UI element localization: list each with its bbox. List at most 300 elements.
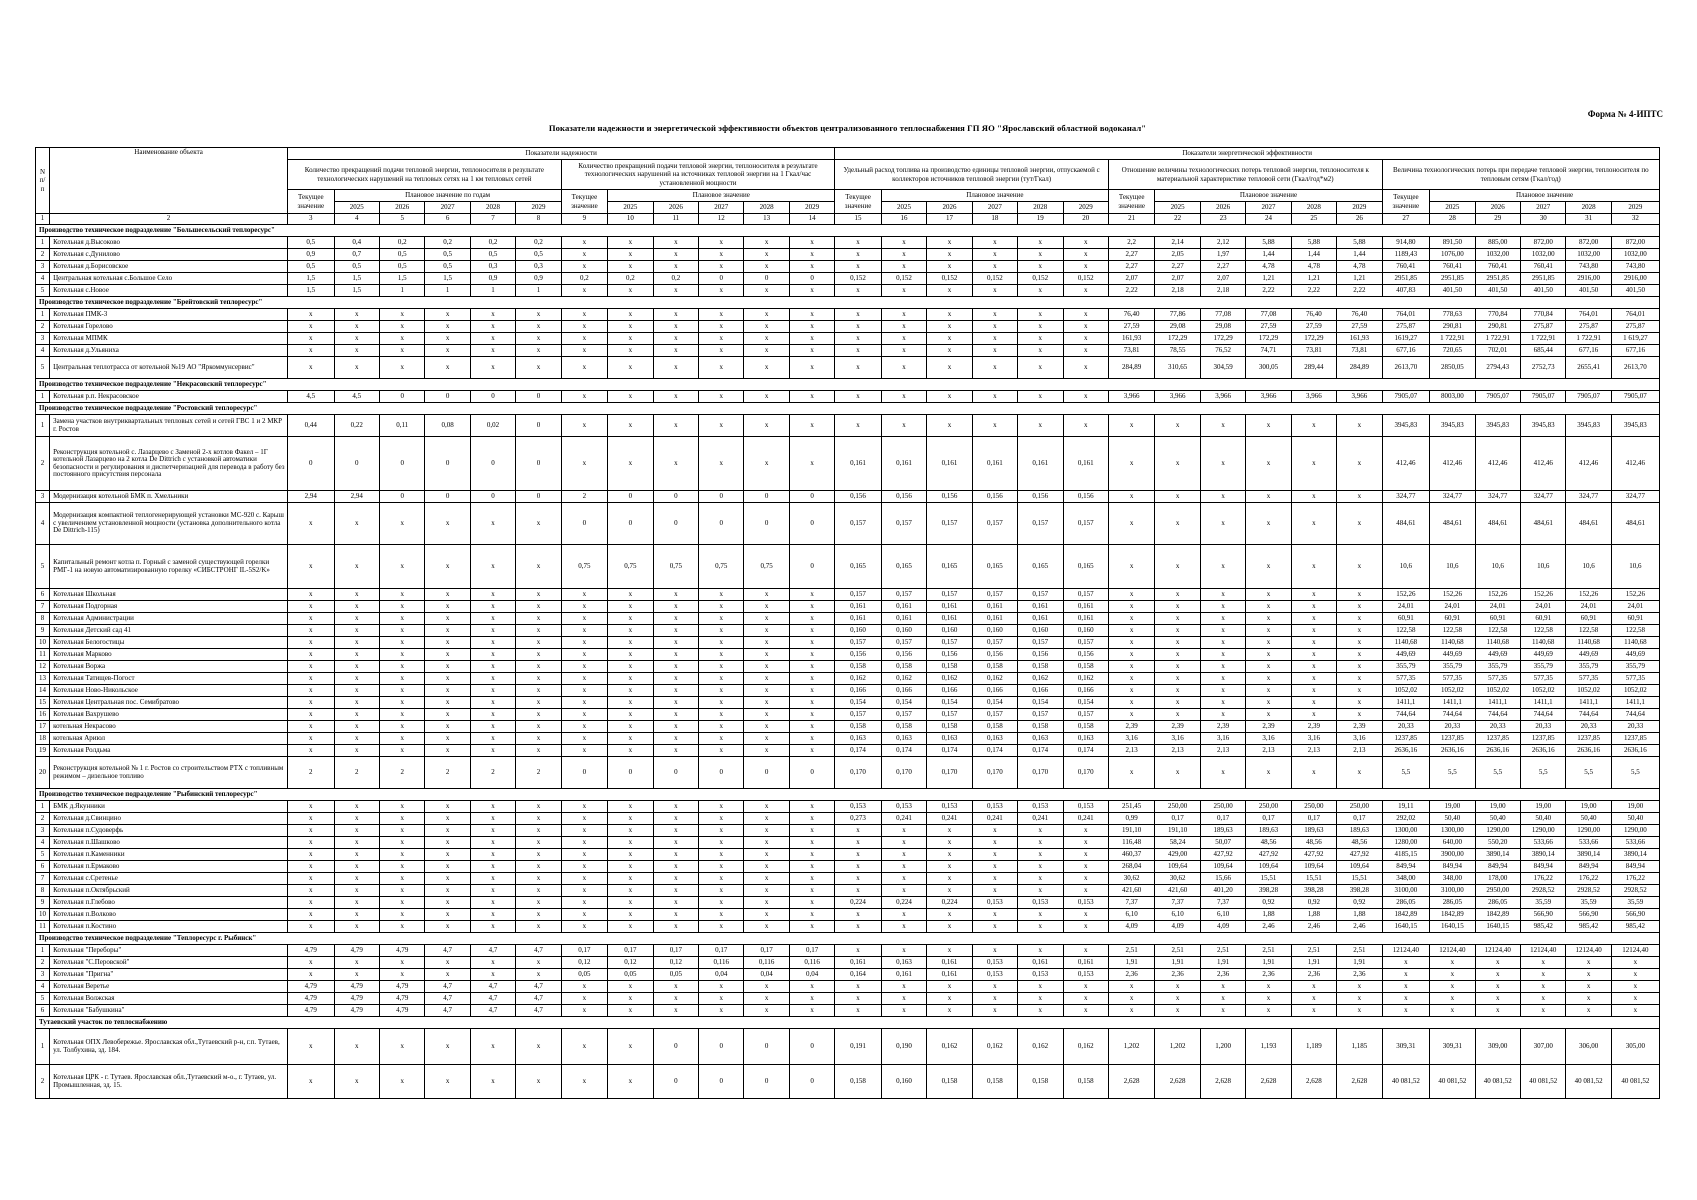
value-cell: 10,6 bbox=[1520, 545, 1565, 589]
table-row bbox=[36, 333, 1660, 345]
value-cell: x bbox=[744, 733, 789, 745]
value-cell: 2,13 bbox=[1291, 745, 1336, 757]
value-cell: x bbox=[881, 357, 926, 379]
value-cell: 29,08 bbox=[1155, 321, 1200, 333]
value-cell: 60,91 bbox=[1520, 613, 1565, 625]
value-cell: x bbox=[425, 897, 470, 909]
value-cell: 50,40 bbox=[1475, 813, 1520, 825]
value-cell: 250,00 bbox=[1200, 801, 1245, 813]
value-cell: x bbox=[835, 909, 882, 921]
value-cell: x bbox=[1291, 673, 1336, 685]
header-year: 2025 bbox=[334, 202, 379, 214]
value-cell: x bbox=[1337, 415, 1382, 437]
value-cell: 152,26 bbox=[1430, 589, 1475, 601]
section-title: Производство техническое подразделение "Теплоресурс г. Рыбинск" bbox=[36, 933, 1660, 945]
header-group-5: Величина технологических потерь при передаче тепловой энергии, теплоносителя по тепловым сетям (Гкал/год) bbox=[1382, 160, 1659, 190]
header-efficiency: Показатели энергетической эффективности bbox=[835, 148, 1660, 160]
value-cell: x bbox=[1291, 437, 1336, 491]
value-cell: x bbox=[835, 249, 882, 261]
value-cell: 0,161 bbox=[881, 437, 926, 491]
value-cell: x bbox=[789, 261, 834, 273]
row-number: 10 bbox=[36, 909, 50, 921]
value-cell: x bbox=[1018, 237, 1063, 249]
value-cell: 0,156 bbox=[1063, 649, 1108, 661]
table-row bbox=[36, 545, 1660, 589]
value-cell: x bbox=[516, 625, 561, 637]
value-cell: x bbox=[744, 673, 789, 685]
column-number: 1 bbox=[36, 214, 50, 225]
value-cell: 1052,02 bbox=[1566, 685, 1611, 697]
value-cell: 2928,52 bbox=[1520, 885, 1565, 897]
value-cell: 77,08 bbox=[1200, 309, 1245, 321]
value-cell: 2,36 bbox=[1108, 969, 1155, 981]
value-cell: 152,26 bbox=[1382, 589, 1430, 601]
value-cell: 0 bbox=[470, 437, 515, 491]
value-cell: x bbox=[1063, 309, 1108, 321]
value-cell: 0,158 bbox=[835, 661, 882, 673]
value-cell: 0,154 bbox=[881, 697, 926, 709]
value-cell: x bbox=[1108, 757, 1155, 789]
value-cell: 1411,1 bbox=[1430, 697, 1475, 709]
value-cell: 0,161 bbox=[1018, 601, 1063, 613]
value-cell: x bbox=[1063, 981, 1108, 993]
value-cell: 764,01 bbox=[1611, 309, 1659, 321]
table-row bbox=[36, 721, 1660, 733]
value-cell: x bbox=[470, 545, 515, 589]
value-cell: x bbox=[835, 333, 882, 345]
value-cell: 50,40 bbox=[1566, 813, 1611, 825]
value-cell: 0,154 bbox=[1018, 697, 1063, 709]
value-cell: 0 bbox=[379, 437, 424, 491]
value-cell: x bbox=[334, 897, 379, 909]
value-cell: x bbox=[1291, 697, 1336, 709]
value-cell: x bbox=[789, 333, 834, 345]
value-cell: x bbox=[744, 885, 789, 897]
value-cell: 1,189 bbox=[1291, 1029, 1336, 1065]
value-cell: x bbox=[470, 601, 515, 613]
value-cell: x bbox=[699, 697, 744, 709]
value-cell: 2,12 bbox=[1200, 237, 1245, 249]
value-cell: 0,157 bbox=[1063, 589, 1108, 601]
value-cell: x bbox=[744, 345, 789, 357]
table-row bbox=[36, 813, 1660, 825]
value-cell: 2951,85 bbox=[1520, 273, 1565, 285]
value-cell: x bbox=[379, 849, 424, 861]
value-cell: x bbox=[744, 801, 789, 813]
value-cell: x bbox=[1018, 285, 1063, 297]
column-number: 17 bbox=[927, 214, 972, 225]
header-current-value: Текущее значение bbox=[288, 190, 335, 214]
value-cell: x bbox=[835, 345, 882, 357]
object-name: БМК д.Якунники bbox=[50, 801, 288, 813]
value-cell: 1,202 bbox=[1108, 1029, 1155, 1065]
value-cell: x bbox=[470, 721, 515, 733]
column-number: 10 bbox=[608, 214, 653, 225]
value-cell: x bbox=[1018, 861, 1063, 873]
value-cell: 4,79 bbox=[379, 945, 424, 957]
value-cell: x bbox=[699, 1005, 744, 1017]
value-cell: 2,51 bbox=[1246, 945, 1291, 957]
value-cell: x bbox=[288, 589, 335, 601]
value-cell: 0,191 bbox=[835, 1029, 882, 1065]
value-cell: 0,157 bbox=[1063, 637, 1108, 649]
value-cell: 0,5 bbox=[516, 249, 561, 261]
object-name: Котельная п.Волково bbox=[50, 909, 288, 921]
value-cell: 19,00 bbox=[1475, 801, 1520, 813]
value-cell: x bbox=[881, 981, 926, 993]
value-cell: 0,116 bbox=[744, 957, 789, 969]
value-cell: 872,00 bbox=[1611, 237, 1659, 249]
value-cell: 2,46 bbox=[1291, 921, 1336, 933]
value-cell: 0,190 bbox=[881, 1029, 926, 1065]
value-cell: 161,93 bbox=[1108, 333, 1155, 345]
value-cell: 0,17 bbox=[1337, 813, 1382, 825]
value-cell: x bbox=[653, 873, 698, 885]
value-cell: x bbox=[1337, 993, 1382, 1005]
value-cell: x bbox=[425, 921, 470, 933]
value-cell: x bbox=[927, 321, 972, 333]
table-row bbox=[36, 861, 1660, 873]
value-cell: 0,153 bbox=[1063, 897, 1108, 909]
value-cell: x bbox=[699, 733, 744, 745]
value-cell: 250,00 bbox=[1337, 801, 1382, 813]
value-cell: 2,39 bbox=[1200, 721, 1245, 733]
value-cell: x bbox=[1475, 993, 1520, 1005]
value-cell: x bbox=[608, 897, 653, 909]
value-cell: 398,28 bbox=[1337, 885, 1382, 897]
value-cell: 0,241 bbox=[881, 813, 926, 825]
value-cell: 401,50 bbox=[1430, 285, 1475, 297]
object-name: Котельная д.Высоково bbox=[50, 237, 288, 249]
value-cell: 849,94 bbox=[1566, 861, 1611, 873]
value-cell: 0,153 bbox=[1018, 897, 1063, 909]
value-cell: 2794,43 bbox=[1475, 357, 1520, 379]
value-cell: x bbox=[334, 745, 379, 757]
value-cell: 4,7 bbox=[516, 1005, 561, 1017]
value-cell: 0,153 bbox=[972, 801, 1017, 813]
table-row bbox=[36, 1029, 1660, 1065]
value-cell: 0,154 bbox=[835, 697, 882, 709]
value-cell: x bbox=[927, 873, 972, 885]
value-cell: x bbox=[1246, 673, 1291, 685]
value-cell: 0,5 bbox=[288, 237, 335, 249]
value-cell: 24,01 bbox=[1382, 601, 1430, 613]
value-cell: 407,83 bbox=[1382, 285, 1430, 297]
value-cell: 4,7 bbox=[470, 1005, 515, 1017]
value-cell: 0,5 bbox=[425, 249, 470, 261]
value-cell: x bbox=[1155, 625, 1200, 637]
object-name: Котельная Веретье bbox=[50, 981, 288, 993]
value-cell: x bbox=[425, 673, 470, 685]
value-cell: x bbox=[288, 733, 335, 745]
value-cell: x bbox=[334, 345, 379, 357]
value-cell: 0,157 bbox=[835, 503, 882, 545]
value-cell: x bbox=[653, 391, 698, 403]
value-cell: 1,185 bbox=[1337, 1029, 1382, 1065]
value-cell: 30,62 bbox=[1155, 873, 1200, 885]
value-cell: x bbox=[699, 801, 744, 813]
value-cell: 0,152 bbox=[835, 273, 882, 285]
value-cell: 2,07 bbox=[1108, 273, 1155, 285]
value-cell: x bbox=[699, 333, 744, 345]
value-cell: x bbox=[653, 909, 698, 921]
table-row bbox=[36, 415, 1660, 437]
value-cell: x bbox=[334, 957, 379, 969]
table-row bbox=[36, 837, 1660, 849]
value-cell: x bbox=[1382, 993, 1430, 1005]
value-cell: 760,41 bbox=[1382, 261, 1430, 273]
value-cell: x bbox=[653, 813, 698, 825]
value-cell: 0,92 bbox=[1291, 897, 1336, 909]
value-cell: 0 bbox=[516, 415, 561, 437]
value-cell: 0,156 bbox=[927, 491, 972, 503]
value-cell: x bbox=[334, 333, 379, 345]
value-cell: x bbox=[379, 813, 424, 825]
value-cell: x bbox=[470, 825, 515, 837]
value-cell: x bbox=[379, 825, 424, 837]
value-cell: 286,05 bbox=[1382, 897, 1430, 909]
value-cell: 0,162 bbox=[881, 673, 926, 685]
value-cell: x bbox=[744, 437, 789, 491]
column-number: 6 bbox=[425, 214, 470, 225]
value-cell: 744,64 bbox=[1382, 709, 1430, 721]
value-cell: 60,91 bbox=[1430, 613, 1475, 625]
value-cell: x bbox=[699, 285, 744, 297]
value-cell: 19,00 bbox=[1566, 801, 1611, 813]
table-row bbox=[36, 491, 1660, 503]
value-cell: 0,161 bbox=[881, 613, 926, 625]
value-cell: x bbox=[1018, 993, 1063, 1005]
value-cell: x bbox=[561, 745, 608, 757]
value-cell: x bbox=[653, 801, 698, 813]
value-cell: 152,26 bbox=[1611, 589, 1659, 601]
value-cell: x bbox=[561, 825, 608, 837]
value-cell: x bbox=[470, 837, 515, 849]
value-cell: 74,71 bbox=[1246, 345, 1291, 357]
value-cell: x bbox=[653, 649, 698, 661]
value-cell: 0 bbox=[653, 1029, 698, 1065]
object-name: Котельная п.Ермаково bbox=[50, 861, 288, 873]
value-cell: x bbox=[334, 673, 379, 685]
value-cell: 20,33 bbox=[1430, 721, 1475, 733]
value-cell: 0,5 bbox=[334, 261, 379, 273]
value-cell: x bbox=[425, 837, 470, 849]
value-cell: x bbox=[470, 321, 515, 333]
table-row bbox=[36, 503, 1660, 545]
value-cell: 0,166 bbox=[972, 685, 1017, 697]
value-cell: 412,46 bbox=[1566, 437, 1611, 491]
value-cell: x bbox=[835, 849, 882, 861]
value-cell: x bbox=[561, 357, 608, 379]
value-cell: 0,154 bbox=[927, 697, 972, 709]
value-cell: 2,94 bbox=[288, 491, 335, 503]
value-cell: x bbox=[1108, 589, 1155, 601]
column-number: 20 bbox=[1063, 214, 1108, 225]
value-cell: 0,161 bbox=[835, 613, 882, 625]
value-cell: 189,63 bbox=[1200, 825, 1245, 837]
value-cell: 2,628 bbox=[1155, 1065, 1200, 1099]
value-cell: 0,153 bbox=[972, 969, 1017, 981]
value-cell: x bbox=[653, 333, 698, 345]
value-cell: 0,75 bbox=[561, 545, 608, 589]
value-cell: 744,64 bbox=[1430, 709, 1475, 721]
value-cell: x bbox=[561, 873, 608, 885]
section-title: Производство техническое подразделение "Ростовский теплоресурс" bbox=[36, 403, 1660, 415]
value-cell: 427,92 bbox=[1200, 849, 1245, 861]
value-cell: x bbox=[561, 261, 608, 273]
value-cell: x bbox=[379, 957, 424, 969]
value-cell: 849,94 bbox=[1520, 861, 1565, 873]
value-cell: x bbox=[1246, 981, 1291, 993]
section-title: Производство техническое подразделение "Некрасовский теплоресурс" bbox=[36, 379, 1660, 391]
value-cell: 0,162 bbox=[1018, 673, 1063, 685]
value-cell: x bbox=[379, 709, 424, 721]
value-cell: x bbox=[789, 721, 834, 733]
value-cell: x bbox=[699, 709, 744, 721]
value-cell: x bbox=[470, 921, 515, 933]
value-cell: x bbox=[1246, 613, 1291, 625]
value-cell: x bbox=[835, 1005, 882, 1017]
value-cell: x bbox=[699, 885, 744, 897]
value-cell: 1,91 bbox=[1155, 957, 1200, 969]
value-cell: 685,44 bbox=[1520, 345, 1565, 357]
value-cell: x bbox=[1018, 885, 1063, 897]
value-cell: x bbox=[608, 1029, 653, 1065]
value-cell: x bbox=[1337, 601, 1382, 613]
value-cell: 0,153 bbox=[835, 801, 882, 813]
value-cell: x bbox=[470, 309, 515, 321]
value-cell: x bbox=[1108, 1005, 1155, 1017]
value-cell: x bbox=[653, 685, 698, 697]
value-cell: 533,66 bbox=[1566, 837, 1611, 849]
value-cell: x bbox=[516, 861, 561, 873]
value-cell: 0,163 bbox=[972, 733, 1017, 745]
value-cell: 15,51 bbox=[1246, 873, 1291, 885]
value-cell: 40 081,52 bbox=[1430, 1065, 1475, 1099]
value-cell: 0,162 bbox=[835, 673, 882, 685]
value-cell: x bbox=[470, 745, 515, 757]
value-cell: x bbox=[1382, 1005, 1430, 1017]
value-cell: x bbox=[561, 237, 608, 249]
value-cell: x bbox=[470, 1029, 515, 1065]
value-cell: 0 bbox=[789, 757, 834, 789]
object-name: Котельная "С.Перовской" bbox=[50, 957, 288, 969]
value-cell: x bbox=[744, 897, 789, 909]
value-cell: x bbox=[1108, 545, 1155, 589]
value-cell: x bbox=[561, 733, 608, 745]
value-cell: 1032,00 bbox=[1520, 249, 1565, 261]
value-cell: x bbox=[608, 993, 653, 1005]
value-cell: 2928,52 bbox=[1611, 885, 1659, 897]
value-cell: x bbox=[1291, 757, 1336, 789]
value-cell: x bbox=[608, 321, 653, 333]
table-row bbox=[36, 897, 1660, 909]
value-cell: x bbox=[1155, 709, 1200, 721]
value-cell: 0,156 bbox=[835, 491, 882, 503]
value-cell: 1052,02 bbox=[1382, 685, 1430, 697]
value-cell: x bbox=[835, 921, 882, 933]
value-cell: 0 bbox=[516, 437, 561, 491]
table-row bbox=[36, 237, 1660, 249]
table-row bbox=[36, 697, 1660, 709]
value-cell: 189,63 bbox=[1337, 825, 1382, 837]
value-cell: 0,04 bbox=[699, 969, 744, 981]
object-name: Котельная "Переборы" bbox=[50, 945, 288, 957]
value-cell: 0,157 bbox=[835, 637, 882, 649]
value-cell: 20,33 bbox=[1611, 721, 1659, 733]
value-cell: 4,78 bbox=[1246, 261, 1291, 273]
value-cell: 2636,16 bbox=[1566, 745, 1611, 757]
value-cell: 172,29 bbox=[1155, 333, 1200, 345]
value-cell: x bbox=[379, 745, 424, 757]
column-number: 30 bbox=[1520, 214, 1565, 225]
object-name: Котельная "Пригна" bbox=[50, 969, 288, 981]
value-cell: 566,90 bbox=[1520, 909, 1565, 921]
value-cell: 885,00 bbox=[1475, 237, 1520, 249]
value-cell: x bbox=[1246, 649, 1291, 661]
value-cell: x bbox=[1291, 415, 1336, 437]
value-cell: 1619,27 bbox=[1382, 333, 1430, 345]
value-cell: x bbox=[561, 321, 608, 333]
value-cell: 2,39 bbox=[1108, 721, 1155, 733]
value-cell: 760,41 bbox=[1520, 261, 1565, 273]
value-cell: x bbox=[561, 885, 608, 897]
column-number: 21 bbox=[1108, 214, 1155, 225]
value-cell: 0,156 bbox=[881, 491, 926, 503]
value-cell: 2 bbox=[288, 757, 335, 789]
value-cell: 2,22 bbox=[1291, 285, 1336, 297]
value-cell: 0,162 bbox=[927, 1029, 972, 1065]
value-cell: x bbox=[1155, 545, 1200, 589]
value-cell: x bbox=[470, 885, 515, 897]
value-cell: x bbox=[1018, 309, 1063, 321]
value-cell: 0 bbox=[699, 757, 744, 789]
value-cell: 1140,68 bbox=[1611, 637, 1659, 649]
value-cell: x bbox=[881, 345, 926, 357]
row-number: 1 bbox=[36, 945, 50, 957]
value-cell: 0,161 bbox=[881, 969, 926, 981]
value-cell: x bbox=[972, 909, 1017, 921]
table-row bbox=[36, 969, 1660, 981]
value-cell: x bbox=[334, 357, 379, 379]
value-cell: x bbox=[379, 649, 424, 661]
value-cell: x bbox=[699, 745, 744, 757]
value-cell: x bbox=[288, 1029, 335, 1065]
value-cell: 20,33 bbox=[1475, 721, 1520, 733]
value-cell: x bbox=[789, 909, 834, 921]
header-year: 2029 bbox=[789, 202, 834, 214]
value-cell: 1,21 bbox=[1337, 273, 1382, 285]
value-cell: 27,59 bbox=[1337, 321, 1382, 333]
table-row bbox=[36, 273, 1660, 285]
value-cell: 7905,07 bbox=[1475, 391, 1520, 403]
value-cell: 7905,07 bbox=[1566, 391, 1611, 403]
value-cell: 300,05 bbox=[1246, 357, 1291, 379]
value-cell: x bbox=[516, 601, 561, 613]
value-cell: x bbox=[699, 321, 744, 333]
value-cell: 275,87 bbox=[1611, 321, 1659, 333]
value-cell: 0,163 bbox=[1018, 733, 1063, 745]
value-cell: x bbox=[334, 921, 379, 933]
value-cell: x bbox=[288, 649, 335, 661]
value-cell: 0,04 bbox=[744, 969, 789, 981]
value-cell: x bbox=[1430, 993, 1475, 1005]
value-cell: x bbox=[608, 637, 653, 649]
value-cell: 0,170 bbox=[1018, 757, 1063, 789]
value-cell: x bbox=[789, 825, 834, 837]
value-cell: x bbox=[1063, 873, 1108, 885]
value-cell: 3,16 bbox=[1337, 733, 1382, 745]
